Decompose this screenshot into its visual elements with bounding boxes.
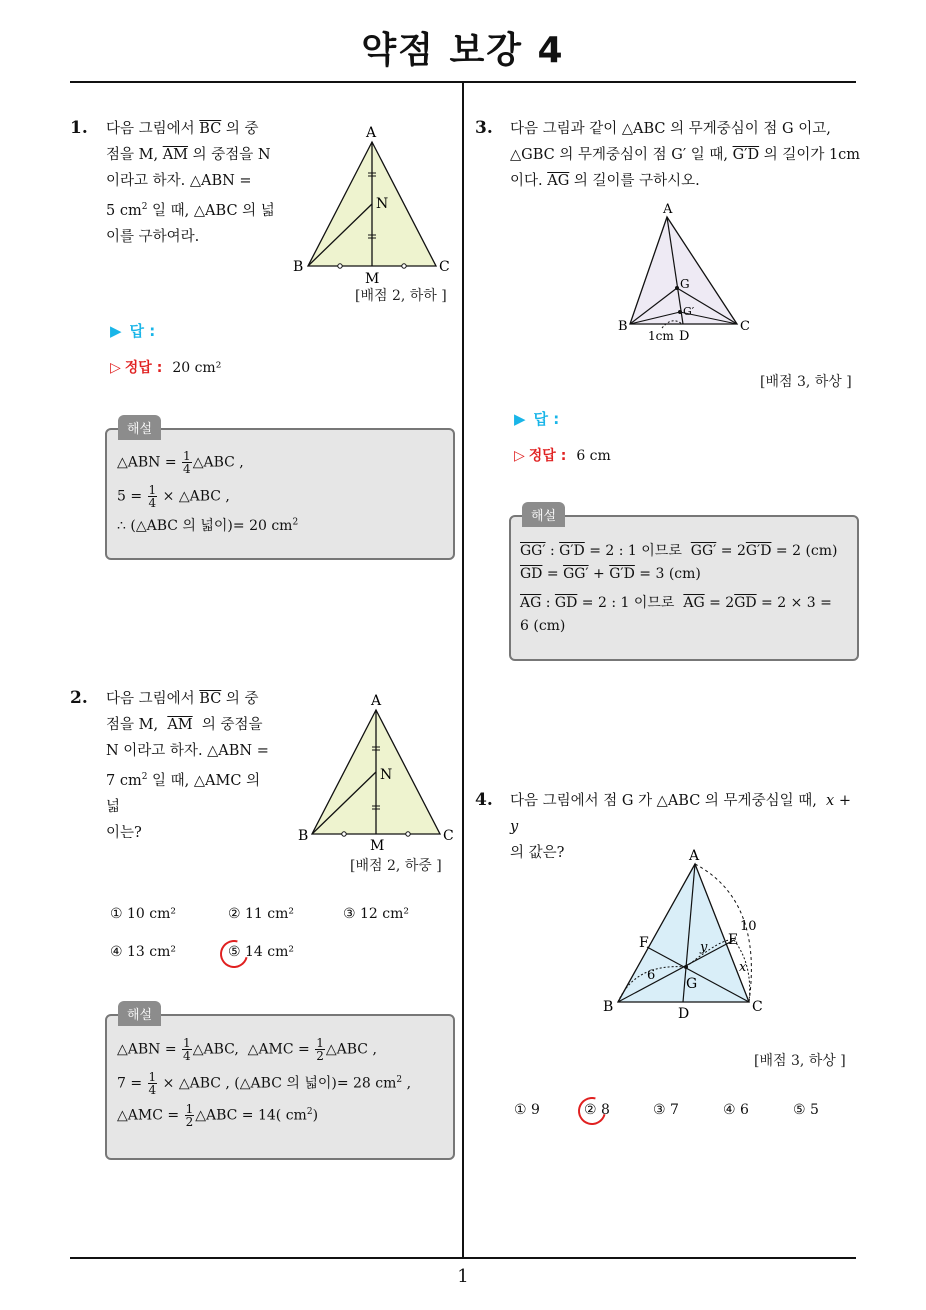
q1-sol-line-3: ∴ (△ABC 의 넓이)= 20 $cm^2$ [117,517,299,534]
q2-score: [배점 2, 하중 ] [350,858,442,874]
q1-line-2: 점을 M, $\overline{AM}$ 의 중점을 N [106,147,271,163]
q4-line-1: 다음 그림에서 점 G 가 △ABC 의 무게중심일 때, x + y [510,793,851,835]
q2-sol-line-2: 7 = $\frac{1}{4}$ × △ABC , (△ABC 의 넓이)= 28 $cm^2$ , [117,1070,412,1097]
q3-sol-line-2: $\overline{GD} = GG' + G'D = 3$ (cm) [520,566,701,582]
q2-selected-mark [215,935,253,973]
q3-score: [배점 3, 하상 ] [760,374,852,390]
q1-answer-label: ▶ 답 : [110,322,156,340]
q4-choice-1[interactable]: ① 9 [514,1102,540,1118]
q2-label-n: N [380,767,393,783]
column-divider [462,83,464,1258]
play-outline-icon: ▷ [514,448,525,464]
q4-choice-5[interactable]: ⑤ 5 [793,1102,819,1118]
q3-sol-line-4: 6 (cm) [520,618,566,634]
q2-solution-tag: 해설 [118,1001,161,1026]
q1-line-3: 이라고 하자. △ABN = [106,173,252,189]
q2-choice-5[interactable]: ⑤ 14 cm² [228,944,294,960]
q2-label-b: B [298,828,309,844]
q4-label-b: B [603,999,614,1015]
q1-sol-line-1: △ABN = $\frac{1}{4}$ △ABC , [117,449,244,476]
q2-choice-2[interactable]: ② 11 cm² [228,906,294,922]
q4-label-e: E [728,932,739,948]
q3-label-c: C [740,319,750,334]
page-title: 약점 보강 4 [361,30,565,71]
q2-number: 2. [70,688,88,708]
q3-label-a: A [663,202,673,217]
q4-label-y: y [700,940,708,955]
q2-line-2: 점을 M, $\overline{AM}$ 의 중점을 [106,717,263,733]
q1-label-c: C [439,259,450,275]
q1-line-5: 이를 구하여라. [106,228,200,245]
q2-line-4: 7 $cm^2$ 일 때, △AMC 의 넓 [106,772,261,815]
bottom-rule [70,1257,856,1259]
q3-solution-tag: 해설 [522,502,565,527]
play-icon: ▶ [514,410,526,428]
q4-label-x: x [739,960,747,975]
q3-label-b: B [618,319,628,334]
q4-label-a: A [689,848,700,864]
q3-line-2: △GBC 의 무게중심이 점 G′ 일 때, G′D 의 길이가 1cm [510,147,861,163]
q4-label-ten: 10 [740,919,757,934]
q1-score: [배점 2, 하하 ] [355,288,447,304]
q2-line-3: N 이라고 하자. △ABN = [106,743,269,759]
q4-label-f: F [639,935,649,951]
q3-label-length: 1cm [648,329,674,343]
q4-figure [595,845,785,1025]
play-outline-icon: ▷ [110,360,121,376]
q3-sol-line-3: $\overline{AG}$ : $\overline{GD} = 2$ : 1 이므로 $\overline{AG} = 2\overline{GD} = 2 \times 3$ = [520,595,832,611]
q2-text [106,686,278,846]
q4-choice-3[interactable]: ③ 7 [653,1102,679,1118]
q2-choice-4[interactable]: ④ 13 cm² [110,944,176,960]
q3-number: 3. [475,118,493,138]
q4-label-d: D [678,1006,690,1022]
page-number: 1 [457,1266,469,1287]
q1-line-1: 다음 그림에서 $\overline{BC}$ 의 중 [106,121,259,137]
q2-choice-3[interactable]: ③ 12 cm² [343,906,409,922]
q3-text [510,116,862,194]
q2-label-m: M [370,838,385,854]
q4-line-2: 의 값은? [510,845,565,861]
q1-solution-tag: 해설 [118,415,161,440]
q2-choice-1[interactable]: ① 10 cm² [110,906,176,922]
q1-label-n: N [376,196,389,212]
q3-figure [610,200,760,350]
q2-line-5: 이는? [106,824,142,841]
q2-sol-line-3: △AMC = $\frac{1}{2}$ △ABC = 14( $cm^2$) [117,1102,319,1129]
q4-choice-4[interactable]: ④ 6 [723,1102,749,1118]
q1-sol-line-2: 5 = $\frac{1}{4}$ × △ABC , [117,483,230,510]
q4-score: [배점 3, 하상 ] [754,1053,846,1069]
q3-line-3: 이다. $\overline{AG}$ 의 길이를 구하시오. [510,173,700,189]
q4-number: 4. [475,790,493,810]
q1-label-a: A [366,125,377,141]
q3-line-1: 다음 그림과 같이 △ABC 의 무게중심이 점 G 이고, [510,121,831,137]
q4-label-six: 6 [647,968,656,983]
q1-line-4: 5 $cm^2$ 일 때, △ABC 의 넓 [106,202,275,219]
q4-selected-mark [573,1092,611,1130]
q1-number: 1. [70,118,88,138]
q3-label-d: D [679,329,690,344]
play-icon: ▶ [110,322,122,340]
q3-sol-line-1: GG′ : G′D = 2 : 1 이므로 GG′ = 2G′D = 2 (cm) [520,543,838,559]
q1-label-b: B [293,259,304,275]
q1-figure [288,120,458,290]
q1-label-m: M [365,271,380,287]
q2-line-1: 다음 그림에서 $\overline{BC}$ 의 중 [106,691,259,707]
q2-label-c: C [443,828,454,844]
q3-correct: ▷ 정답 : 6 cm [514,448,611,464]
q3-label-gprime: G′ [683,305,695,318]
q1-correct: ▷ 정답 : 20 cm² [110,360,222,376]
q3-answer-label: ▶ 답 : [514,410,560,428]
q3-solution-box [509,515,859,661]
q4-label-g: G [686,976,698,992]
q3-label-g: G [680,277,690,291]
q2-label-a: A [371,693,382,709]
q2-figure [292,690,462,860]
q2-sol-line-1: △ABN = $\frac{1}{4}$ △ABC, △AMC = $\frac{1}{2}$ △ABC , [117,1036,377,1063]
q4-label-c: C [752,999,763,1015]
q1-text [106,116,278,250]
q4-choice-2[interactable]: ② 8 [584,1102,610,1118]
